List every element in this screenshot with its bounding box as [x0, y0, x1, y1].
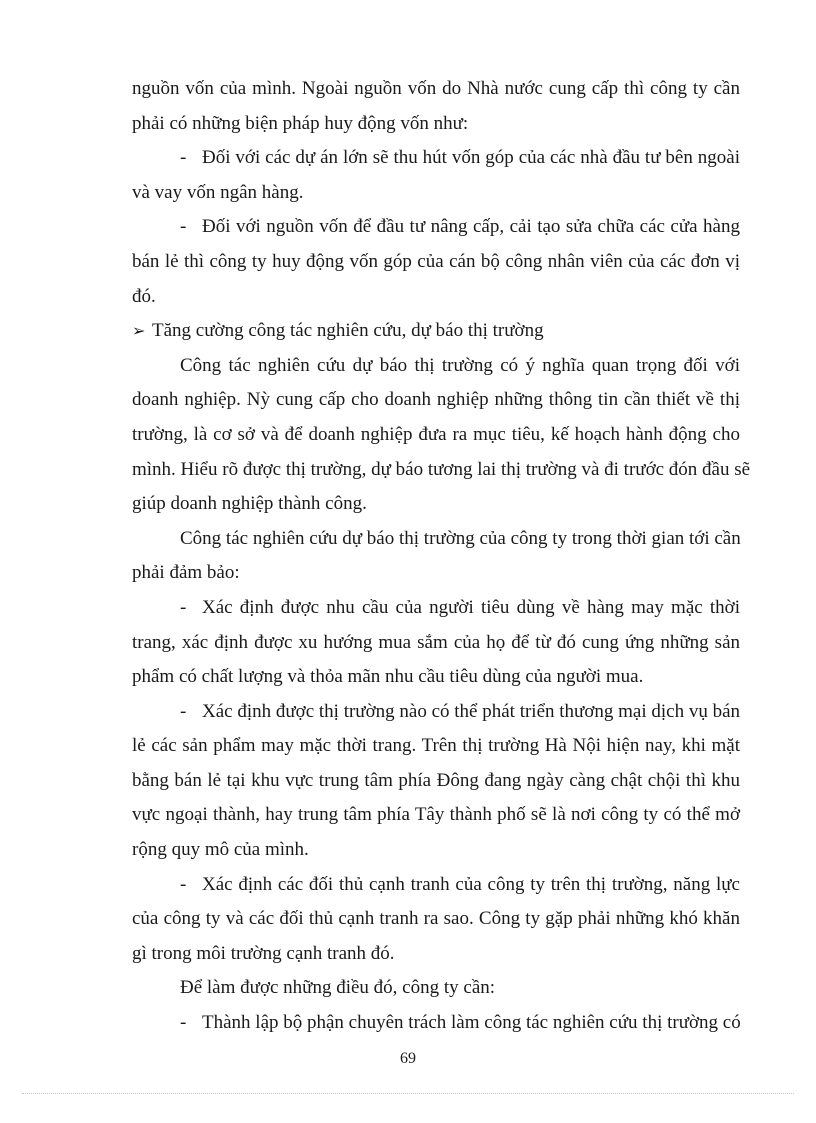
text-line: mình. Hiểu rõ được thị trường, dự báo tương lai thị trường và đi trước đón đầu sẽ	[132, 458, 751, 480]
text-line: và vay vốn ngân hàng.	[132, 181, 304, 203]
text-line: doanh nghiệp. Nỳ cung cấp cho doanh nghiệp những thông tin cần thiết về thị	[132, 389, 740, 411]
bullet-dash: -	[180, 216, 187, 238]
text-line: lẻ các sản phẩm may mặc thời trang. Trên thị trường Hà Nội hiện nay, khi mặt	[132, 735, 740, 757]
bullet-dash: -	[180, 596, 187, 618]
bullet-text: Đối với nguồn vốn để đầu tư nâng cấp, cải tạo sửa chữa các cửa hàng	[202, 216, 740, 238]
text-line: phải đảm bảo:	[132, 562, 240, 584]
section-heading	[132, 314, 740, 349]
bullet-text: Xác định các đối thủ cạnh tranh của công ty trên thị trường, năng lực	[202, 873, 740, 895]
page-divider	[22, 1093, 794, 1094]
bullet-dash: -	[180, 147, 187, 169]
text-line: gì trong môi trường cạnh tranh đó.	[132, 942, 395, 964]
bullet-text: Xác định được nhu cầu của người tiêu dùng về hàng may mặc thời	[202, 596, 740, 618]
bullet-line	[132, 1006, 740, 1041]
bullet-dash: -	[180, 1012, 187, 1034]
text-line: giúp doanh nghiệp thành công.	[132, 493, 367, 515]
text-line: Công tác nghiên cứu dự báo thị trường có ý nghĩa quan trọng đối với	[180, 354, 740, 376]
text-line: phẩm có chất lượng và thỏa mãn nhu cầu tiêu dùng của người mua.	[132, 666, 644, 688]
bullet-line	[132, 591, 740, 626]
arrow-bullet-icon: ➢	[132, 323, 146, 341]
text-line: nguồn vốn của mình. Ngoài nguồn vốn do Nhà nước cung cấp thì công ty cần	[132, 78, 740, 99]
bullet-line	[132, 868, 740, 903]
bullet-line	[132, 210, 740, 245]
text-line: trang, xác định được xu hướng mua sắm của họ để từ đó cung ứng những sản	[132, 631, 740, 653]
text-line: Để làm được những điều đó, công ty cần:	[180, 977, 496, 999]
bullet-text: Xác định được thị trường nào có thể phát triển thương mại dịch vụ bán	[202, 700, 741, 722]
text-line: phải có những biện pháp huy động vốn như:	[132, 112, 469, 134]
text-line: bán lẻ thì công ty huy động vốn góp của cán bộ công nhân viên của các đơn vị	[132, 250, 740, 272]
bullet-line	[132, 141, 740, 176]
text-line: của công ty và các đối thủ cạnh tranh ra sao. Công ty gặp phải những khó khăn	[132, 908, 740, 930]
bullet-text: Thành lập bộ phận chuyên trách làm công tác nghiên cứu thị trường có	[202, 1012, 741, 1034]
text-line: đó.	[132, 285, 156, 307]
text-line: Công tác nghiên cứu dự báo thị trường của công ty trong thời gian tới cần	[180, 527, 741, 549]
bullet-dash: -	[180, 700, 187, 722]
bullet-text: Đối với các dự án lớn sẽ thu hút vốn góp của các nhà đầu tư bên ngoài	[202, 147, 740, 169]
page-number: 69	[400, 1050, 416, 1067]
text-line: trường, là cơ sở và để doanh nghiệp đưa ra mục tiêu, kế hoạch hành động cho	[132, 423, 740, 445]
text-line: vực ngoại thành, hay trung tâm phía Tây thành phố sẽ là nơi công ty có thể mở	[132, 804, 740, 826]
text-line: rộng quy mô của mình.	[132, 839, 309, 861]
text-line: bằng bán lẻ tại khu vực trung tâm phía Đông đang ngày càng chật chội thì khu	[132, 769, 740, 791]
heading-text: Tăng cường công tác nghiên cứu, dự báo thị trường	[152, 320, 544, 342]
body-text	[132, 72, 751, 1041]
bullet-line	[132, 695, 740, 730]
bullet-dash: -	[180, 873, 187, 895]
